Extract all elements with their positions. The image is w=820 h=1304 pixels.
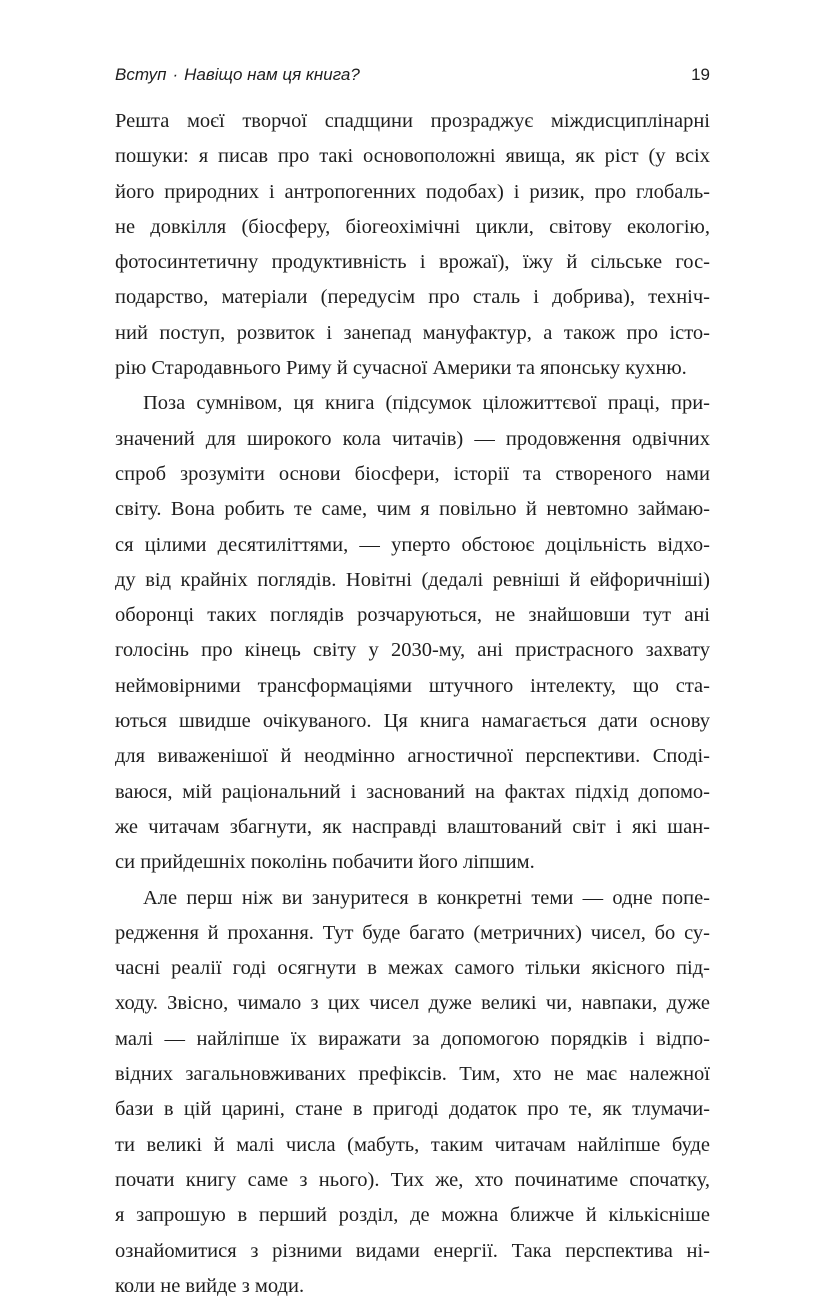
text-line: я запрошую в перший розділ, де можна ближче й кількісніше [115, 1204, 710, 1227]
text-line: ся цілими десятиліттями, — уперто обстоює доцільність відхо- [115, 533, 710, 556]
text-line: ти великі й малі числа (мабуть, таким читачам найліпше буде [115, 1133, 710, 1156]
text-line: почати книгу саме з нього). Тих же, хто починатиме спочатку, [115, 1168, 710, 1191]
text-line: ознайомитися з різними видами енергії. Така перспектива ні- [115, 1239, 710, 1262]
text-line: значений для широкого кола читачів) — продовження одвічних [115, 427, 710, 450]
paragraph-1 [115, 104, 710, 386]
text-line: си прийдешніх поколінь побачити його ліпшим. [115, 851, 535, 874]
text-line: ду від крайніх поглядів. Новітні (дедалі ревніші й ейфоричніші) [115, 568, 710, 591]
text-line: неймовірними трансформаціями штучного інтелекту, що ста- [115, 674, 710, 697]
chapter-title: Навіщо нам ця книга? [184, 65, 360, 84]
text-line: фотосинтетичну продуктивність і врожаї), їжу й сільське гос- [115, 251, 710, 274]
text-line: його природних і антропогенних подобах) і ризик, про глобаль- [115, 180, 710, 203]
text-line: оборонці таких поглядів розчаруються, не знайшовши тут ані [115, 604, 710, 627]
text-line: же читачам збагнути, як насправді влаштований світ і які шан- [115, 815, 710, 838]
paragraph-2 [115, 386, 710, 880]
text-line: бази в цій царині, стане в пригоді додаток про те, як тлумачи- [115, 1098, 710, 1121]
text-line: редження й прохання. Тут буде багато (метричних) чисел, бо су- [115, 921, 710, 944]
text-line: часні реалії годі осягнути в межах самого тільки якісного під- [115, 957, 710, 980]
text-line: малі — найліпше їх виражати за допомогою порядків і відпо- [115, 1027, 710, 1050]
text-line: пошуки: я писав про такі основоположні явища, як ріст (у всіх [115, 145, 710, 168]
text-line: ний поступ, розвиток і занепад мануфактур, а також про істо- [115, 321, 710, 344]
text-line: рію Стародавнього Риму й сучасної Америки та японську кухню. [115, 357, 687, 380]
text-line: подарство, матеріали (передусім про сталь і добрива), техніч- [115, 286, 710, 309]
text-line: ходу. Звісно, чимало з цих чисел дуже великі чи, навпаки, дуже [115, 992, 710, 1015]
text-line: ються швидше очікуваного. Ця книга намагається дати основу [115, 710, 710, 733]
text-line: для виваженішої й неодмінно агностичної перспективи. Споді- [115, 745, 710, 768]
paragraph-3 [115, 881, 710, 1304]
text-line: голосінь про кінець світу у 2030-му, ані пристрасного захвату [115, 639, 710, 662]
running-head-title [115, 63, 360, 87]
text-line: ваюся, мій раціональний і заснований на фактах підхід допомо- [115, 780, 710, 803]
separator: · [172, 65, 179, 84]
text-line: спроб зрозуміти основи біосфери, історії та створеного нами [115, 462, 710, 485]
text-line: Але перш ніж ви зануритеся в конкретні теми — одне попе- [143, 886, 710, 909]
section-name: Вступ [115, 65, 167, 84]
text-line: світу. Вона робить те саме, чим я повільно й невтомно займаю- [115, 498, 710, 521]
text-line: відних загальновживаних префіксів. Тим, хто не має належної [115, 1063, 710, 1086]
text-line: коли не вийде з моди. [115, 1274, 305, 1297]
body-text [115, 104, 710, 1304]
text-line: Поза сумнівом, ця книга (підсумок ціложиттєвої праці, при- [143, 392, 710, 415]
page-number: 19 [691, 65, 710, 84]
running-head [115, 63, 710, 87]
text-line: Решта моєї творчої спадщини прозраджує міждисциплінарні [115, 110, 710, 132]
text-line: не довкілля (біосферу, біогеохімічні цикли, світову екологію, [115, 215, 710, 238]
